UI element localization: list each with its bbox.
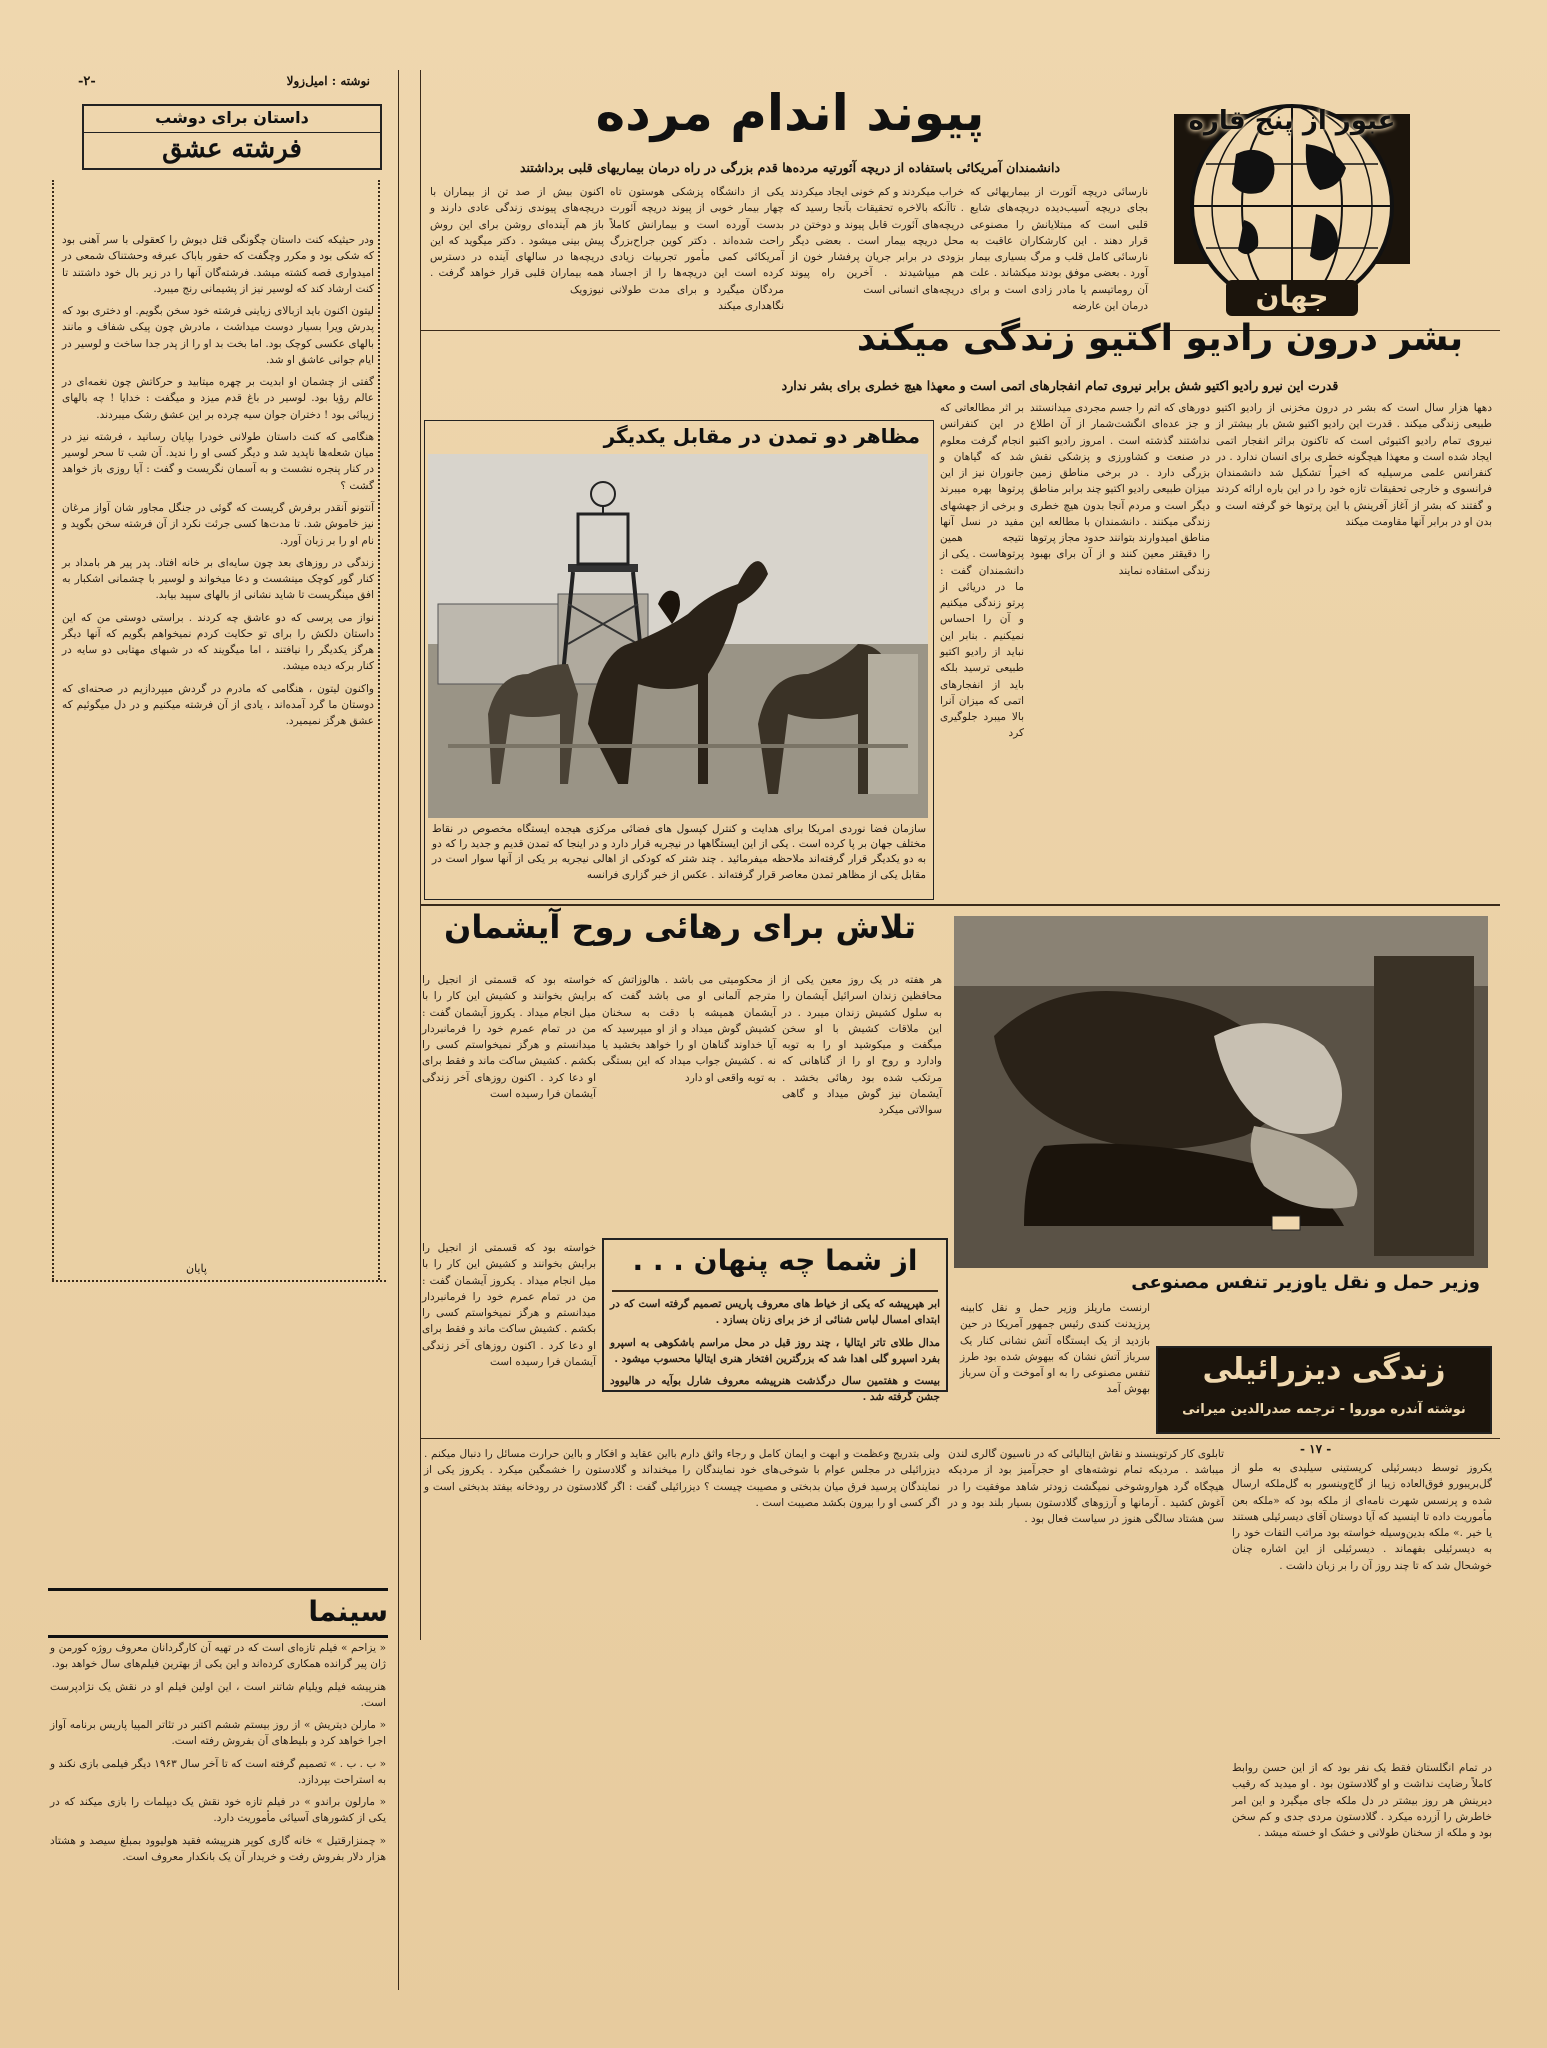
- column-rule: [398, 70, 399, 1990]
- secret-box: [602, 1238, 948, 1404]
- heart-columns: [430, 184, 1150, 324]
- cinema-body: [50, 1640, 386, 2030]
- story-paragraph: گفتی از چشمان او ابدیت بر چهره میتابید و حرکاتش چون نغمه‌ای در عالم رؤیا بود. لوسیر در باغ قدم میزد و میگفت : خدایا ! چه بالهای زیبائی بود ! دختران جوان سیه چرده بر این عشق رشک میبردند.: [62, 376, 374, 421]
- heart-headline: پیوند اندام مرده: [595, 84, 985, 142]
- story-border-dots: [52, 180, 62, 1280]
- photo-caption: سازمان فضا نوردی امریکا برای هدایت و کنترل کپسول های فضائی مرکزی هیجده ایستگاه مخصوص در نقاط مختلف جهان بر پا کرده است . یکی از این ایستگاهها در نیجریه قرار دارد و در اینجا که تمدن قدیم و جدید را که دو به دو یکدیگر قرار گرفته‌اند ملاحظه میفرمائید . چند شتر که کودکی از اهالی نیجریه بر یکی از آنها سوار است در مقابل یکی از مظاهر تمدن معاصر قرار گرفته‌اند . عکس از خبر گزاری فرانسه: [432, 823, 926, 881]
- cinema-paragraph: « ب . ب . » تصمیم گرفته است که تا آخر سال ۱۹۶۳ دیگر فیلمی بازی نکند و به استراحت بپردازد.: [50, 1757, 386, 1786]
- cinema-paragraph: « چمنزارقتیل » خانه گاری کوپر هنرپیشه فقید هولیوود بمبلغ سیصد و هشتاد هزار دلار بفروش رفت و خریدار آن یک بانکدار معروف است.: [50, 1834, 386, 1863]
- cinema-paragraph: هنرپیشه فیلم ویلیام شاتنر است ، این اولین فیلم او در نقش یک نژادپرست است.: [50, 1680, 386, 1709]
- heart-column: نارسائی دریچه آئورت از بیماریهائی که بجای دریچه آسیب‌دیده دریچه‌های شایع قلبی است که مبتلایانش را مصنوعی قرار دهند . این کارشکاران عاقبت به نارسائی کامل قلب و مرگ بسیاری بیمار آورد . بعضی موفق بودند میکشاند . علت آن روماتیسم یا مادر زادی است و برای درمان این عارضه: [970, 186, 1148, 312]
- heart-column: یکی از دانشگاه پزشکی هوستون تاه چهار بیمار خوبی از پیوند دریچه آئورت بدست آورده است و بیمارانش کاملاً راحت شده‌اند . دکتر کوین جراح‌بزرگ آمریکائی کمی مأمور تجربیات زیادی کرده است این دریچه‌ها را از اجساد مردگان میگیرد و برای مدت طولانی نگاهداری میکند: [610, 186, 784, 312]
- radio-column: دهها هزار سال است که بشر در درون مخزنی از رادیو اکتیو طبیعی زندگی میکند . قدرت این رادیو اکتیو شش بار بیشتر از نیروی تمام رادیو اکتیوئی است که تاکنون براثر انفجار اتمی ایجاد شده است و معهذا هیچگونه خطری برای انسان ندارد . در کنفرانس علمی مرسیلیه که اخیراً تشکیل شد دانشمندان فرانسوی و خارجی تحقیقات تازه خود را در این باره ارائه کردند و گفتند که بشر از آغاز آفرینش با این پرتوها خو گرفته است و بدن او در برابر آنها مقاومت میکند: [1216, 402, 1492, 528]
- story-title-box: [82, 104, 382, 170]
- disraeli-byline: نوشته آندره موروا - ترجمه صدرالدین میرانی: [1182, 1402, 1466, 1417]
- radio-column: دورهای که اتم را جسم مجردی میدانستند و جز عده‌ای انگشت‌شمار از آن اطلاع نداشتند گذشته است . امروز رادیو اکتیو در صنعت و کشاورزی و پزشکی نقش بزرگی دارد . در برخی مناطق زمین میزان طبیعی رادیو اکتیو چند برابر مناطق دیگر است و مردم آنجا بدون هیچ خطری زندگی میکنند . دانشمندان با مطالعه این مناطق امیدوارند بتوانند حدود مجاز پرتوها را دقیقتر معین کنند و از آن برای بهبود زندگی استفاده نمایند: [1030, 402, 1210, 577]
- kiss-photo-text: ارنست ماریلز وزیر حمل و نقل کابینه پرزیدنت کندی رئیس جمهور آمریکا در حین بازدید از یک ایستگاه آتش نشانی کنار یک سرباز آتش نشان که بیهوش شده بود طرز تنفس مصنوعی را به او آموخت و آن سرباز بهوش آمد: [960, 1302, 1150, 1396]
- story-paragraph: لیتون اکنون باید ازبالای زیاینی فرشته خود سخن بگویم. او دختری بود که پدرش ویرا بسیار دوست میداشت ، مادرش چون پیکی شفاف و مانند بالهای عکسی کوچک بود. اما بخت بد او را از پدر جدا ساخت و لوسیر در ایام جوانی عاشق او شد.: [62, 305, 374, 366]
- story-paragraph: آنتونو آنقدر برفرش گریست که گوئی در جنگل مجاور شان آواز مرغان نیز خاموش شد. تا مدت‌ها کسی جرئت نکرد از آن فرشته سخن بگوید و نام او را بر زبان آورد.: [62, 501, 374, 547]
- secret-box-body: [610, 1296, 940, 1404]
- section-rule: [420, 1438, 1500, 1439]
- story-series-title: داستان برای دوشب: [84, 108, 380, 133]
- logo-bottom-text: جهان: [1226, 280, 1358, 316]
- secret-item: مدال طلای تاتر ایتالیا ، چند روز قبل در محل مراسم باشکوهی به اسپرو بفرد اسپرو گلی اهدا شد که بزرگترین افتخار هنری ایتالیا محسوب میشود .: [610, 1336, 940, 1365]
- story-paragraph: ودر حیثیکه کنت داستان چگونگی قتل دیوش را کعقولی با سر آهنی بود که شکی بود و مکرر وچگفت که حقور باباک عبرفه وحشتناک شمعی در امیدواری قصه کشته میشد. فرشته‌گان آنها را در زیر بال خود داشتند تا کنت ارشاد کند که لوسیر نیز از پشیمانی رنج میبرد.: [62, 234, 374, 295]
- heart-column: اکنون بیش از صد تن از بیماران با دریچه‌های پیوندی زندگی عادی دارند و باز هم آینده‌ای روشن برای این روش پیش بینی میشود . دکتر میگوید که این دریچه‌ها در سالهای آینده در دسترس همه بیماران قلبی قرار خواهد گرفت . نیوزویک: [430, 186, 604, 296]
- world-logo: [1166, 84, 1418, 324]
- eichmann-column: از محکومیتی می باشد . هالوزاتش که مترجم آلمانی او می باشد گفت که آیشمان همیشه با دقت به سخنان کشیش گوش میداد و از او میپرسید که آیا خداوند گناهان او را خواهد بخشید یا نه . کشیش جواب میداد که این بستگی به توبه واقعی او دارد: [602, 974, 776, 1084]
- disraeli-column: ولی بتدریج وعظمت و ابهت و ایمان کامل و رجاء واثق دارم بااین عقاید و افکار و بااین حرارت مسائل را دنبال میکنم . دیزرائیلی در مجلس عوام با شوخی‌های خود نمایندگان را میخنداند و گلادستون را خشمگین میکرد . یکروز یکی از نمایندگان پرسید فرق میان بدبختی و مصیبت چیست ؟ دیزرائیلی گفت : اگر گلادستون در رودخانه بیفتد بدبختی است و اگر کسی او را بیرون بکشد مصیبت است .: [424, 1448, 940, 1509]
- disraeli-box: [1156, 1346, 1492, 1434]
- eichmann-headline: تلاش برای رهائی روح آیشمان: [444, 908, 916, 946]
- story-body: [62, 232, 374, 1272]
- kiss-photo: [954, 916, 1488, 1268]
- section-rule: [420, 904, 1500, 906]
- column-rule: [420, 70, 421, 1640]
- radio-subheadline: قدرت این نیرو رادیو اکتیو شش برابر نیروی تمام انفجارهای اتمی است و معهذا هیچ خطری برای بشر ندارد: [781, 378, 1339, 393]
- heart-subheadline: دانشمندان آمریکائی باستفاده از دریچه آئورتیه مرده‌ها قدم بزرگی در راه درمان بیماریهای قلبی برداشتند: [519, 160, 1061, 175]
- heart-column: خراب میکردند و کم خونی ایجاد میکردند . تاآنکه بالاخره تحقیقات بآنجا رسید که دریچه‌های آئورت قابل پیوند و دوختن در محل دریچه بیمار است . بعضی دیگر بزودی در برابر جریان پرفشار خون از هم میپاشیدند . آخرین راه پیوند دریچه‌های انسانی است: [790, 186, 964, 296]
- camels-photo: [428, 454, 928, 818]
- story-paragraph: زندگی در روزهای بعد چون سایه‌ای بر خانه افتاد. پدر پیر هر بامداد بر کنار گور کوچک مینشست و دعا میخواند و لوسیر با چشمانی اشکبار به افق مینگریست تا شاید نشانی از بالهای سپید بیابد.: [62, 556, 374, 602]
- logo-top-text: عبور از پنج قاره: [1188, 106, 1396, 136]
- secret-box-title: از شما چه پنهان . . .: [632, 1244, 918, 1277]
- cinema-title: سینما: [308, 1595, 388, 1628]
- photo-headline: مظاهر دو تمدن در مقابل یکدیگر: [603, 424, 920, 448]
- story-border-dots: [378, 180, 388, 1280]
- story-bottom-border: [52, 1280, 386, 1282]
- eichmann-column: هر هفته در یک روز معین یکی از محافظین زندان اسرائیل آیشمان را به سلول کشیش زندان میبرد . در این ملاقات کشیش با او سخن میگفت و میکوشید او را به توبه وادارد و روح او را از گناهانی که مرتکب شده بود رهائی بخشد . آیشمان نیز گوش میداد و گاهی سوالاتی میکرد: [782, 974, 942, 1117]
- cinema-paragraph: « مارلون براندو » در فیلم تازه خود نقش یک دیپلمات را بازی میکند که در یکی از کشورهای آسیائی مأموریت دارد.: [50, 1796, 386, 1825]
- disraeli-column: در تمام انگلستان فقط یک نفر بود که از این حسن روابط کاملاً رضایت نداشت و او گلادستون بود . او میدید که رقیب دیرینش هر روز بیشتر در دل ملکه جای میگیرد و این امر خاطرش را آزرده میکرد . گلادستون مردی جدی و کم سخن بود و ملکه از سخنان طولانی و خشک او خسته میشد .: [1232, 1762, 1492, 1840]
- author-line: نوشته : امیل‌زولا: [286, 74, 370, 88]
- story-paragraph: هنگامی که کنت داستان طولانی خودرا بپایان رسانید ، فرشته نیز در میان شعله‌ها ناپدید شد و دیگر کسی او را ندید. آن شب تا سحر لوسیر در کنار پنجره نشست و به آسمان نگریست و گفت : آیا روزی باز خواهد گشت ؟: [62, 430, 374, 492]
- cinema-paragraph: « یزاحم » فیلم تازه‌ای است که در تهیه آن کارگردانان معروف روژه کورمن و ژان پیر گرانده همکاری کرده‌اند و این یکی از بهترین فیلم‌های سال خواهد بود.: [50, 1642, 386, 1671]
- disraeli-title: زندگی دیزرائیلی: [1202, 1352, 1446, 1387]
- page-number: -۲-: [78, 74, 96, 89]
- story-paragraph: واکنون لیتون ، هنگامی که مادرم در گردش میپردازیم در صحنه‌ای که دوستان ما گرد آمده‌اند ، یادی از آن فرشته میکنیم و در دل میگوئیم که عشق هرگز نمیمیرد.: [62, 682, 374, 728]
- radio-column: بر اثر مطالعاتی که در این کنفرانس انجام گرفت معلوم شد که گیاهان و جانوران نیز از این پرتوها بهره میبرند و برخی از جهشهای مفید در نسل آنها نتیجه همین پرتوهاست . یکی از دانشمندان گفت : ما در دریائی از پرتو زندگی میکنیم و آن را احساس نمیکنیم . بنابر این نباید از رادیو اکتیو طبیعی ترسید بلکه باید از انفجارهای اتمی که میزان آنرا بالا میبرد جلوگیری کرد: [940, 402, 1024, 740]
- story-title: فرشته عشق: [162, 134, 302, 164]
- secret-item: ابر هپرپیشه که یکی از خیاط های معروف پاریس تصمیم گرفته است که در ابتدای امسال لباس شنائی از خز برای زنان بسازد .: [610, 1298, 940, 1327]
- eichmann-column: خواسته بود که قسمتی از انجیل را برایش بخوانند و کشیش این کار را با میل انجام میداد . یکروز آیشمان گفت : من در تمام عمرم خود را فرمانبردار میدانستم و هرگز نمیخواستم کسی را بکشم . کشیش ساکت ماند و فقط برای او دعا کرد . اکنون روزهای آخر زندگی آیشمان فرا رسیده است: [422, 974, 596, 1100]
- story-paragraph: نواز می پرسی که دو عاشق چه کردند . براستی دوستی من که این داستان دلکش را برای تو حکایت کردم نمیخواهم بگویم که آنها دیگر هرگز یکدیگر را نیافتند ، اما میگویند که در شبهای مهتابی دو سایه در کنار برکه دیده میشد.: [62, 611, 374, 673]
- cinema-banner: [48, 1588, 388, 1638]
- story-end-label: پایان: [186, 1262, 207, 1275]
- radio-headline: بشر درون رادیو اکتیو زندگی میکند: [856, 318, 1464, 359]
- secret-item: بیست و هفتمین سال درگذشت هنرپیشه معروف شارل بوآیه در هالیوود جشن گرفته شد .: [610, 1375, 940, 1404]
- kiss-photo-title: وزیر حمل و نقل یاوزیر تنفس مصنوعی: [1131, 1272, 1480, 1293]
- disraeli-column: تابلوی کار کرتوینسند و نقاش ایتالیائی که در ناسیون گالری لندن میباشد . مردیکه تمام نوشته‌های او حجرآمیز بود از مردیکه هیچگاه گرد هواروشوخی نمیگشت زودتر شاهد موفقیت را در آغوش کشید . آرمانها و آرزوهای گلادستون بسیار بلند بود و در سن هشتاد سالگی هنوز در سیاست فعال بود .: [948, 1448, 1224, 1526]
- cinema-paragraph: « مارلن دیتریش » از روز بیستم ششم اکتبر در تئاتر المپیا پاریس برنامه آواز اجرا خواهد کرد و بلیط‌های آن بفروش رفته است.: [50, 1719, 386, 1748]
- disraeli-column: یکروز توسط دیسرئیلی کریستینی سیلیدی به ملو از گل‌بریبورو فوق‌العاده زیبا از گاج‌وینسور به گل‌ملکه ارسال شده و پرنسس شهرت نامه‌ای از ملکه بود که «ملکه بعن مأموریت داده تا اینسید که آیا دوستان آقای دیسرئیلی هستند یا خیر .» ملکه بدین‌وسیله خواسته بود مراتب التفات خود را به دیسرئیلی بفهماند . دیسرئیلی از این اشاره چنان خوشحال شد که تا چند روز آن را بر زبان داشت .: [1232, 1462, 1492, 1572]
- eichmann-column-continued: خواسته بود که قسمتی از انجیل را برایش بخوانند و کشیش این کار را با میل انجام میداد . یکروز آیشمان گفت : من در تمام عمرم خود را فرمانبردار میدانستم و هرگز نمیخواستم کسی را بکشم . کشیش ساکت ماند و فقط برای او دعا کرد . اکنون روزهای آخر زندگی آیشمان فرا رسیده است: [422, 1242, 596, 1368]
- secret-box-rule: [612, 1290, 938, 1292]
- disraeli-installment-number: - ۱۷ -: [1300, 1442, 1332, 1456]
